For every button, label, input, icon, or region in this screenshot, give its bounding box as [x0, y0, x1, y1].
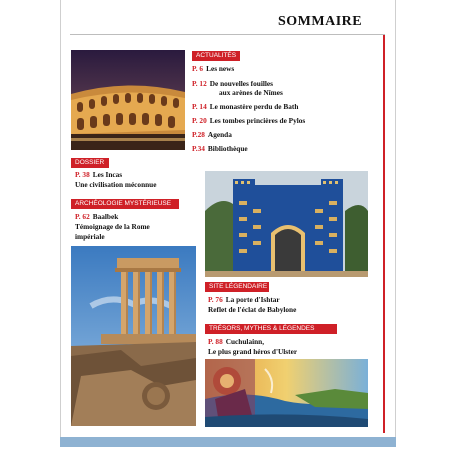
toc-entry-baalbek-subtitle2: impériale: [75, 232, 105, 241]
title-divider: [70, 34, 385, 35]
cuchulainn-illustration: [205, 359, 368, 427]
section-tag-tresors: TRÉSORS, MYTHES & LÉGENDES: [205, 324, 337, 334]
toc-entry-agenda[interactable]: P.28 Agenda: [192, 130, 232, 139]
section-tag-dossier: DOSSIER: [71, 158, 109, 168]
section-tag-site-legendaire: SITE LÉGENDAIRE: [205, 282, 269, 292]
toc-entry-baalbek-subtitle1: Témoignage de la Rome: [75, 222, 150, 231]
toc-entry-cuchulainn-subtitle: Le plus grand héros d'Ulster: [208, 347, 298, 356]
section-tag-archeologie: ARCHÉOLOGIE MYSTÉRIEUSE: [71, 199, 179, 209]
page-edge-right: [395, 0, 396, 440]
bottom-color-band: [60, 437, 396, 447]
baalbek-photo: [71, 246, 196, 426]
toc-entry-fouilles-nimes[interactable]: P. 12 De nouvelles fouilles: [192, 79, 273, 88]
arenes-nimes-photo: [71, 50, 185, 150]
toc-entry-porte-ishtar-subtitle: Reflet de l'éclat de Babylone: [208, 305, 297, 314]
toc-entry-news[interactable]: P. 6 Les news: [192, 64, 235, 73]
toc-entry-cuchulainn[interactable]: P. 88 Cuchulainn,: [208, 337, 265, 346]
porte-ishtar-photo: [205, 171, 368, 277]
section-tag-actualites: ACTUALITÉS: [192, 51, 240, 61]
toc-entry-fouilles-nimes-line2: aux arènes de Nîmes: [219, 88, 283, 97]
page-edge-left: [60, 0, 61, 440]
toc-entry-bibliotheque[interactable]: P.34 Bibliothèque: [192, 144, 248, 153]
toc-entry-porte-ishtar[interactable]: P. 76 La porte d'Ishtar: [208, 295, 280, 304]
toc-entry-incas[interactable]: P. 38 Les Incas: [75, 170, 123, 179]
toc-entry-baalbek[interactable]: P. 62 Baalbek: [75, 212, 119, 221]
page-title: SOMMAIRE: [278, 14, 363, 29]
toc-entry-monastere-bath[interactable]: P. 14 Le monastère perdu de Bath: [192, 102, 299, 111]
accent-side-rule: [383, 35, 385, 433]
toc-entry-incas-subtitle: Une civilisation méconnue: [75, 180, 157, 189]
toc-entry-tombes-pylos[interactable]: P. 20 Les tombes princières de Pylos: [192, 116, 306, 125]
